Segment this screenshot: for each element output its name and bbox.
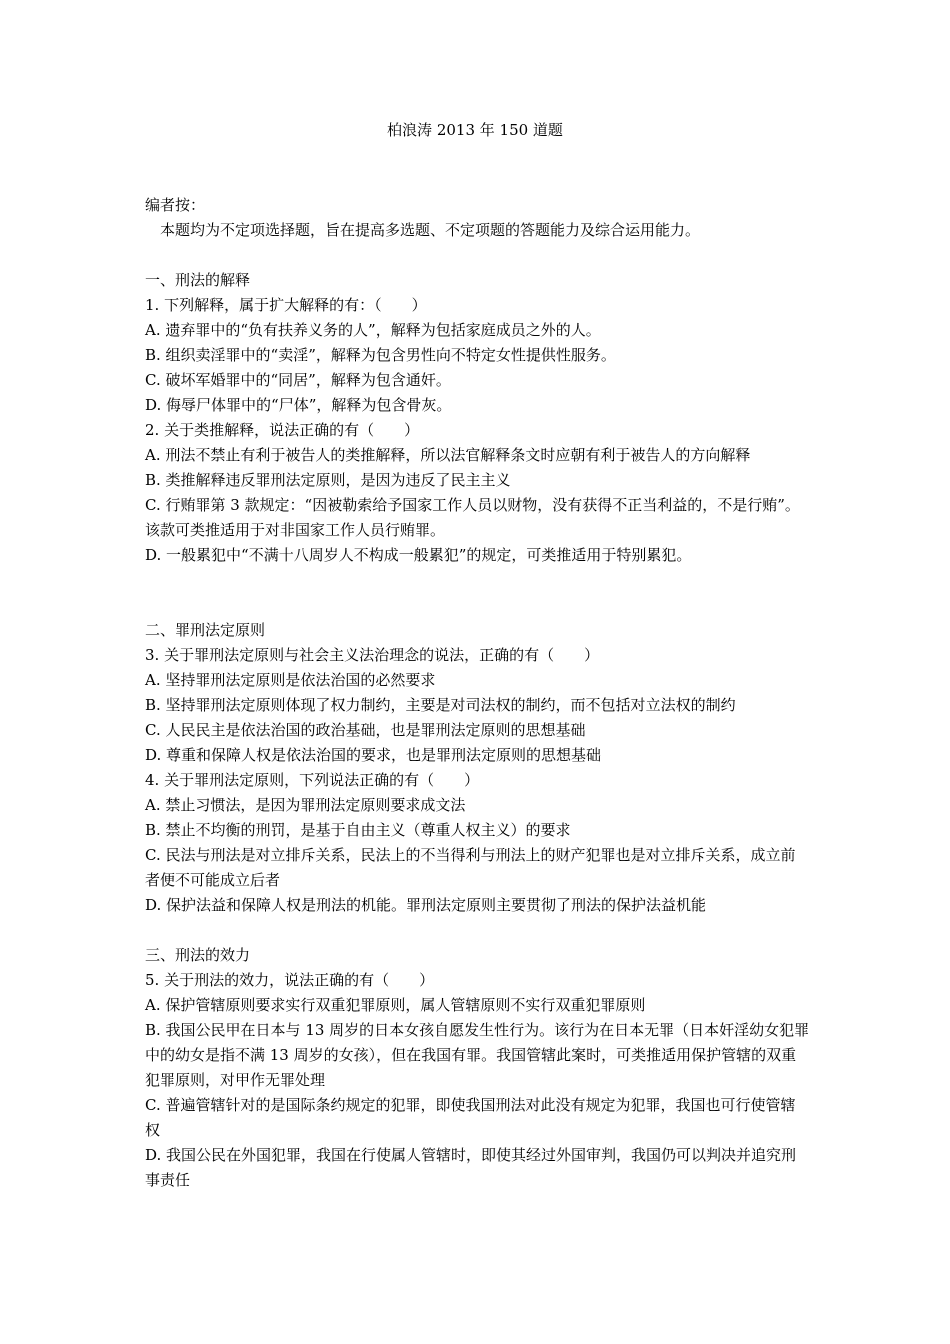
- question-option: D. 保护法益和保障人权是刑法的机能。罪刑法定原则主要贯彻了刑法的保护法益机能: [145, 896, 707, 914]
- question-option: A. 坚持罪刑法定原则是依法治国的必然要求: [145, 671, 436, 689]
- section-heading: 三、刑法的效力: [145, 946, 251, 964]
- editor-note-text: 本题均为不定项选择题，旨在提高多选题、不定项题的答题能力及综合运用能力。: [160, 221, 701, 239]
- question-option: B. 我国公民甲在日本与 13 周岁的日本女孩自愿发生性行为。该行为在日本无罪（日本奸淫幼女犯罪中的幼女是指不满 13 周岁的女孩），但在我国有罪。我国管辖此案时，可类推适用保护管辖的双重犯罪原则，对甲作无罪处理: [145, 1021, 810, 1089]
- question-option: B. 禁止不均衡的刑罚，是基于自由主义（尊重人权主义）的要求: [145, 821, 571, 839]
- question-option: B. 坚持罪刑法定原则体现了权力制约，主要是对司法权的制约，而不包括对立法权的制约: [145, 696, 736, 714]
- question-option: C. 普遍管辖针对的是国际条约规定的犯罪，即使我国刑法对此没有规定为犯罪，我国也可行使管辖权: [145, 1096, 796, 1139]
- page-title: 柏浪涛 2013 年 150 道题: [387, 121, 563, 139]
- question-option: C. 行贿罪第 3 款规定：“因被勒索给予国家工作人员以财物，没有获得不正当利益的，不是行贿”。该款可类推适用于对非国家工作人员行贿罪。: [145, 496, 800, 539]
- question-option: A. 刑法不禁止有利于被告人的类推解释，所以法官解释条文时应朝有利于被告人的方向解释: [145, 446, 751, 464]
- question-option: C. 人民民主是依法治国的政治基础，也是罪刑法定原则的思想基础: [145, 721, 586, 739]
- question-option: D. 一般累犯中“不满十八周岁人不构成一般累犯”的规定，可类推适用于特别累犯。: [145, 546, 692, 564]
- question-option: A. 遗弃罪中的“负有扶养义务的人”，解释为包括家庭成员之外的人。: [145, 321, 601, 339]
- editor-note-heading: 编者按：: [145, 196, 206, 214]
- section-heading: 一、刑法的解释: [145, 271, 251, 289]
- question-stem: 2. 关于类推解释，说法正确的有（ ）: [145, 421, 420, 439]
- document-body: [145, 193, 810, 1193]
- question-option: D. 尊重和保障人权是依法治国的要求，也是罪刑法定原则的思想基础: [145, 746, 602, 764]
- question-option: B. 组织卖淫罪中的“卖淫”，解释为包含男性向不特定女性提供性服务。: [145, 346, 616, 364]
- question-option: D. 侮辱尸体罪中的“尸体”，解释为包含骨灰。: [145, 396, 452, 414]
- question-stem: 4. 关于罪刑法定原则，下列说法正确的有（ ）: [145, 771, 480, 789]
- question-stem: 3. 关于罪刑法定原则与社会主义法治理念的说法，正确的有（ ）: [145, 646, 600, 664]
- question-option: A. 禁止习惯法，是因为罪刑法定原则要求成文法: [145, 796, 466, 814]
- question-stem: 5. 关于刑法的效力，说法正确的有（ ）: [145, 971, 435, 989]
- question-option: C. 民法与刑法是对立排斥关系，民法上的不当得利与刑法上的财产犯罪也是对立排斥关系，成立前者便不可能成立后者: [145, 846, 796, 889]
- question-option: A. 保护管辖原则要求实行双重犯罪原则，属人管辖原则不实行双重犯罪原则: [145, 996, 646, 1014]
- question-option: C. 破坏军婚罪中的“同居”，解释为包含通奸。: [145, 371, 451, 389]
- question-option: D. 我国公民在外国犯罪，我国在行使属人管辖时，即使其经过外国审判，我国仍可以判决并追究刑事责任: [145, 1146, 797, 1189]
- question-stem: 1. 下列解释，属于扩大解释的有：（ ）: [145, 296, 427, 314]
- section-heading: 二、罪刑法定原则: [145, 621, 266, 639]
- question-option: B. 类推解释违反罪刑法定原则，是因为违反了民主主义: [145, 471, 511, 489]
